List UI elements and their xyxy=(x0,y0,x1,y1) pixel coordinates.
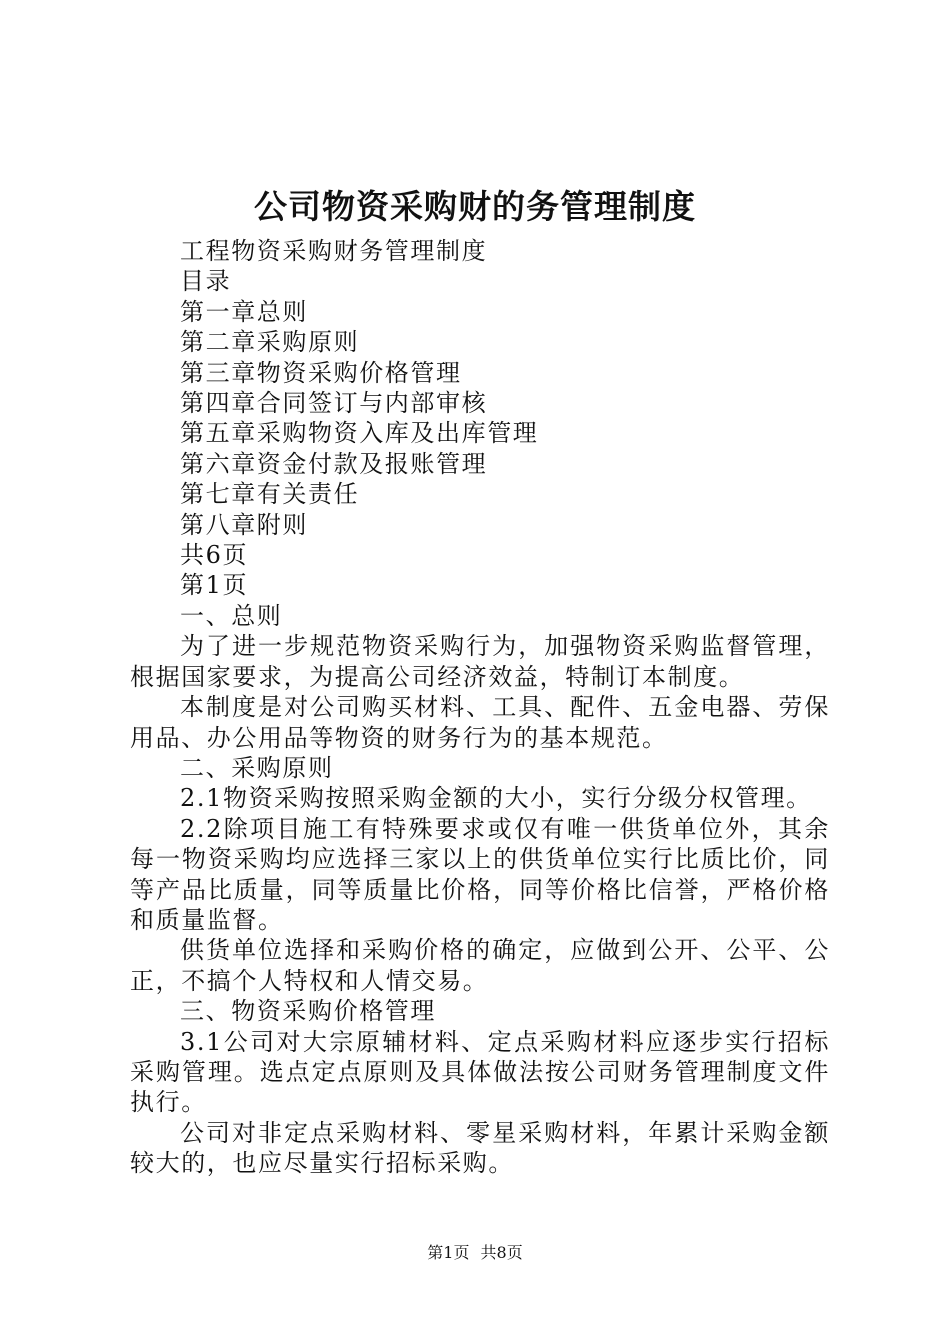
paragraph: 为了进一步规范物资采购行为，加强物资采购监督管理，根据国家要求，为提高公司经济效益，特制订本制度。 xyxy=(130,632,830,691)
document-body xyxy=(130,236,830,1179)
section-heading: 二、采购原则 xyxy=(180,753,334,782)
page-number-line: 第1页 xyxy=(180,571,249,600)
paragraph: 3.1公司对大宗原辅材料、定点采购材料应逐步实行招标采购管理。选点定点原则及具体做法按公司财务管理制度文件执行。 xyxy=(130,1027,830,1117)
subtitle-line: 工程物资采购财务管理制度 xyxy=(180,237,488,265)
toc-item: 第八章附则 xyxy=(180,510,308,539)
toc-item: 第五章采购物资入库及出库管理 xyxy=(180,419,539,448)
footer-total-pages: 共8页 xyxy=(480,1243,523,1262)
paragraph: 2.1物资采购按照采购金额的大小，实行分级分权管理。 xyxy=(180,784,812,813)
section-heading: 三、物资采购价格管理 xyxy=(180,997,436,1026)
toc-item: 第七章有关责任 xyxy=(180,480,360,509)
paragraph: 供货单位选择和采购价格的确定，应做到公开、公平、公正，不搞个人特权和人情交易。 xyxy=(130,936,830,995)
toc-item: 第三章物资采购价格管理 xyxy=(180,358,462,387)
document-title: 公司物资采购财的务管理制度 xyxy=(254,187,696,226)
toc-heading: 目录 xyxy=(180,267,232,296)
page-footer xyxy=(0,1242,950,1264)
toc-item: 第六章资金付款及报账管理 xyxy=(180,449,488,478)
paragraph: 2.2除项目施工有特殊要求或仅有唯一供货单位外，其余每一物资采购均应选择三家以上的供货单位实行比质比价，同等产品比质量，同等质量比价格，同等价格比信誉，严格价格和质量监督。 xyxy=(130,814,830,934)
paragraph: 本制度是对公司购买材料、工具、配件、五金电器、劳保用品、办公用品等物资的财务行为的基本规范。 xyxy=(130,693,830,752)
footer-page-number: 第1页 xyxy=(427,1243,470,1262)
paragraph: 公司对非定点采购材料、零星采购材料，年累计采购金额较大的，也应尽量实行招标采购。 xyxy=(130,1118,830,1178)
toc-item: 第二章采购原则 xyxy=(180,328,360,357)
toc-item: 第一章总则 xyxy=(180,297,308,326)
toc-item: 第四章合同签订与内部审核 xyxy=(180,389,488,418)
section-heading: 一、总则 xyxy=(180,601,283,630)
page-count-line: 共6页 xyxy=(180,541,249,570)
